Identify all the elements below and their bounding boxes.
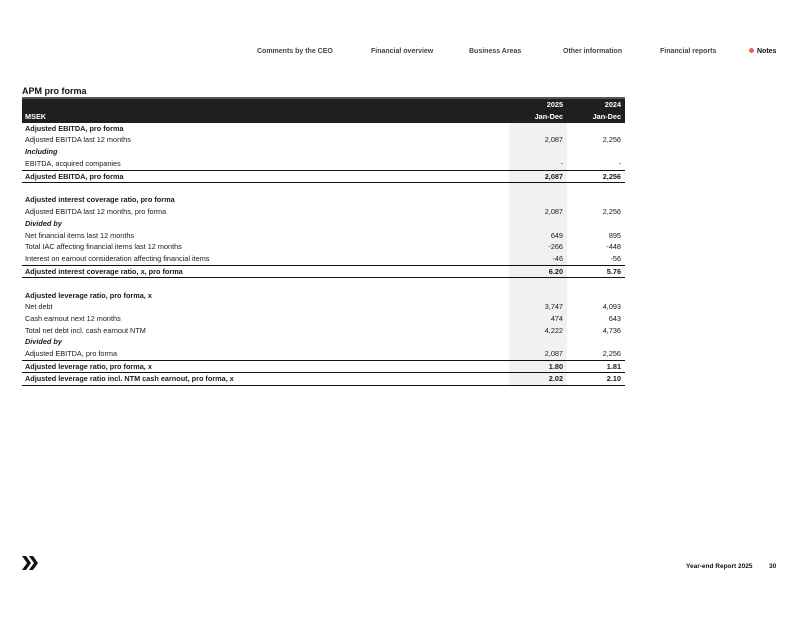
row-value-2025 <box>509 123 567 135</box>
row-value-2025: -46 <box>509 253 567 265</box>
row-value-2024: 2.10 <box>567 373 625 386</box>
row-value-2025 <box>509 183 567 195</box>
table-row <box>22 134 625 146</box>
table-row <box>22 278 625 290</box>
table-row <box>22 170 625 183</box>
table-row <box>22 146 625 158</box>
top-navigation <box>0 47 800 59</box>
nav-comments-by-the-ceo[interactable]: Comments by the CEO <box>257 48 333 55</box>
row-value-2024 <box>567 123 625 135</box>
table-row <box>22 253 625 265</box>
row-label: Net debt <box>25 302 53 312</box>
row-value-2025 <box>509 336 567 348</box>
row-value-2025 <box>509 194 567 206</box>
row-value-2025 <box>509 146 567 158</box>
double-chevron-logo-icon <box>22 556 40 570</box>
row-label: Divided by <box>25 337 62 347</box>
row-value-2024: 5.76 <box>567 265 625 278</box>
nav-notes[interactable] <box>749 47 776 57</box>
row-value-2025: - <box>509 158 567 170</box>
row-label: Adjusted leverage ratio incl. NTM cash earnout, pro forma, x <box>22 373 509 386</box>
row-value-2025: 2,087 <box>509 206 567 218</box>
row-label: Total IAC affecting financial items last 12 months <box>25 242 182 252</box>
row-value-2025 <box>509 278 567 290</box>
row-value-2025: 6.20 <box>509 265 567 278</box>
row-value-2025: 2,087 <box>509 170 567 183</box>
row-label: Adjusted EBITDA last 12 months, pro forma <box>25 207 167 217</box>
row-label: Adjusted leverage ratio, pro forma, x <box>25 290 152 300</box>
table-row <box>22 373 625 386</box>
header-col2-year: 2024 <box>567 98 625 111</box>
row-label: Adjusted EBITDA last 12 months <box>25 135 131 145</box>
row-label: Divided by <box>25 218 62 228</box>
active-dot-icon <box>749 48 754 53</box>
row-label: Interest on earnout consideration affecting financial items <box>22 253 509 265</box>
nav-other-information[interactable]: Other information <box>563 48 623 55</box>
row-label: Adjusted interest coverage ratio, x, pro forma <box>22 265 509 278</box>
nav-business-areas[interactable]: Business Areas <box>469 48 522 55</box>
row-value-2025: 649 <box>509 230 567 242</box>
row-value-2024: 2,256 <box>567 170 625 183</box>
row-value-2025: -266 <box>509 241 567 253</box>
header-empty-cell <box>22 98 509 111</box>
row-value-2024 <box>567 278 625 290</box>
row-value-2024 <box>567 183 625 195</box>
row-label: Cash earnout next 12 months <box>25 313 121 323</box>
row-label <box>22 183 509 195</box>
row-value-2024: -56 <box>567 253 625 265</box>
row-value-2024 <box>567 290 625 302</box>
table-row <box>22 241 625 253</box>
row-value-2025 <box>509 290 567 302</box>
row-value-2024: - <box>567 158 625 170</box>
row-value-2025: 3,747 <box>509 301 567 313</box>
row-value-2025: 2,087 <box>509 134 567 146</box>
row-label: Net financial items last 12 months <box>25 230 135 240</box>
nav-financial-overview[interactable]: Financial overview <box>371 48 434 55</box>
footer-report-name: Year-end Report 2025 <box>686 563 753 570</box>
row-label <box>22 278 509 290</box>
nav-notes-label: Notes <box>757 48 777 55</box>
table-row <box>22 290 625 302</box>
row-value-2025 <box>509 218 567 230</box>
table-row <box>22 313 625 325</box>
table-row <box>22 336 625 348</box>
row-value-2025: 2.02 <box>509 373 567 386</box>
row-label: EBITDA, acquired companies <box>22 158 509 170</box>
row-value-2024: -448 <box>606 242 621 252</box>
row-label: Including <box>25 147 58 157</box>
table-row <box>22 158 625 170</box>
table-row <box>22 206 625 218</box>
table-row <box>22 360 625 373</box>
row-label: Adjusted interest coverage ratio, pro forma <box>25 195 175 205</box>
row-value-2025: 2,087 <box>509 348 567 360</box>
row-value-2025: 4,222 <box>509 325 567 337</box>
row-value-2024: 643 <box>608 313 621 323</box>
table-row <box>22 123 625 135</box>
row-label: Total net debt incl. cash earnout NTM <box>25 325 146 335</box>
row-label: Adjusted EBITDA, pro forma <box>25 123 124 133</box>
row-value-2024: 2,256 <box>602 135 621 145</box>
table-row <box>22 230 625 242</box>
row-value-2024: 2,256 <box>602 349 621 359</box>
table-header-row-years <box>22 98 625 111</box>
row-value-2024 <box>567 194 625 206</box>
row-value-2024: 4,736 <box>602 325 621 335</box>
row-value-2024: 4,093 <box>602 302 621 312</box>
footer-page-number: 30 <box>769 563 777 570</box>
row-value-2025: 474 <box>509 313 567 325</box>
row-label: Adjusted EBITDA, pro forma <box>25 349 118 359</box>
table-row <box>22 194 625 206</box>
row-value-2024 <box>567 146 625 158</box>
row-value-2024: 2,256 <box>602 207 621 217</box>
header-col2-period: Jan-Dec <box>567 111 625 123</box>
row-value-2024 <box>567 218 625 230</box>
table-row <box>22 218 625 230</box>
row-value-2024: 1.81 <box>567 360 625 373</box>
table-row <box>22 348 625 360</box>
row-label: Adjusted leverage ratio, pro forma, x <box>22 360 509 373</box>
header-col1-year: 2025 <box>509 98 567 111</box>
row-value-2024 <box>567 336 625 348</box>
table-row <box>22 183 625 195</box>
header-col1-period: Jan-Dec <box>509 111 567 123</box>
row-value-2025: 1.80 <box>509 360 567 373</box>
nav-financial-reports[interactable]: Financial reports <box>660 48 717 55</box>
apm-pro-forma-table <box>22 97 625 386</box>
table-row <box>22 301 625 313</box>
table-row <box>22 325 625 337</box>
row-label: Adjusted EBITDA, pro forma <box>22 170 509 183</box>
row-value-2024: 895 <box>608 230 621 240</box>
header-unit: MSEK <box>22 111 509 123</box>
table-header-row-periods <box>22 111 625 123</box>
table-row <box>22 265 625 278</box>
section-title: APM pro forma <box>22 86 87 96</box>
